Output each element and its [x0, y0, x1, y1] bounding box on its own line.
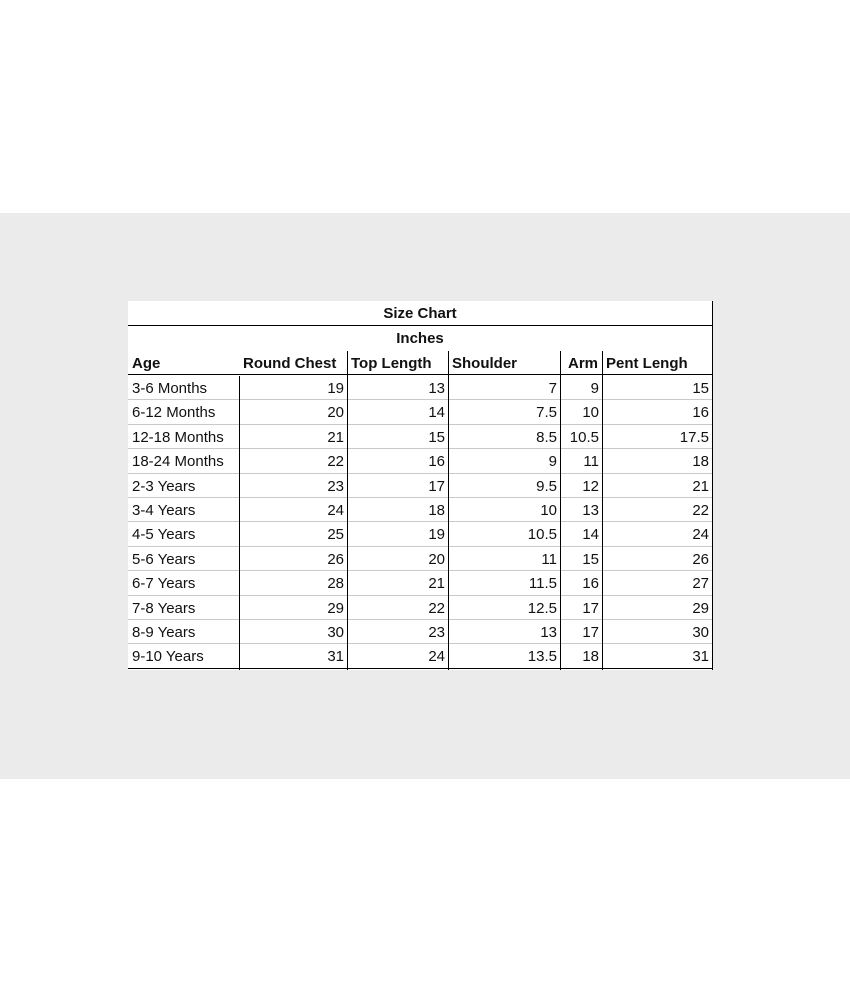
cell-pent-lengh: 18 — [692, 453, 709, 471]
col-header-top-length: Top Length — [351, 355, 432, 372]
cell-pent-lengh: 22 — [692, 502, 709, 519]
cell-arm: 10.5 — [569, 428, 599, 446]
cell-top-length: 19 — [428, 526, 445, 544]
cell-top-length: 22 — [428, 599, 445, 617]
table-unit: Inches — [396, 330, 444, 347]
col-divider — [602, 376, 603, 670]
cell-shoulder: 7 — [548, 380, 557, 397]
col-divider — [347, 351, 348, 376]
table-title: Size Chart — [383, 305, 457, 322]
table-row — [128, 425, 712, 449]
cell-age: 6-7 Years — [132, 575, 196, 593]
cell-age: 6-12 Months — [132, 404, 216, 422]
cell-pent-lengh: 31 — [692, 648, 709, 666]
cell-top-length: 20 — [428, 550, 445, 568]
cell-top-length: 18 — [428, 502, 445, 519]
col-header-arm: Arm — [567, 355, 598, 372]
cell-round-chest: 23 — [327, 477, 344, 495]
cell-shoulder: 7.5 — [536, 404, 557, 422]
col-divider — [560, 351, 561, 376]
cell-age: 3-6 Months — [132, 380, 208, 397]
table-row — [128, 522, 712, 546]
cell-top-length: 17 — [428, 477, 445, 495]
cell-arm: 17 — [582, 599, 599, 617]
table-row — [128, 596, 712, 620]
col-header-shoulder: Shoulder — [452, 355, 518, 372]
cell-round-chest: 19 — [327, 380, 344, 397]
cell-pent-lengh: 16 — [692, 404, 709, 422]
cell-pent-lengh: 15 — [692, 380, 709, 397]
cell-arm: 16 — [582, 575, 599, 593]
cell-shoulder: 12.5 — [527, 599, 557, 617]
cell-pent-lengh: 30 — [692, 624, 709, 641]
cell-shoulder: 10 — [540, 502, 557, 519]
cell-round-chest: 30 — [327, 624, 344, 641]
cell-arm: 14 — [582, 526, 599, 544]
table-row — [128, 376, 712, 400]
cell-shoulder: 9 — [548, 453, 557, 471]
table-row — [128, 571, 712, 595]
table-row — [128, 547, 712, 571]
cell-top-length: 13 — [428, 380, 445, 397]
cell-arm: 9 — [590, 380, 599, 397]
cell-round-chest: 21 — [327, 428, 344, 446]
cell-shoulder: 13 — [540, 624, 557, 641]
cell-arm: 12 — [582, 477, 599, 495]
cell-arm: 18 — [582, 648, 599, 666]
cell-top-length: 24 — [428, 648, 445, 666]
cell-age: 8-9 Years — [132, 624, 196, 641]
table-row — [128, 449, 712, 473]
col-divider — [448, 351, 449, 376]
cell-round-chest: 29 — [327, 599, 344, 617]
table-row — [128, 474, 712, 498]
col-divider — [560, 376, 561, 670]
cell-shoulder: 11 — [541, 550, 557, 568]
cell-age: 18-24 Months — [132, 453, 224, 471]
cell-shoulder: 11.5 — [528, 575, 557, 593]
cell-age: 7-8 Years — [132, 599, 196, 617]
cell-age: 5-6 Years — [132, 550, 196, 568]
cell-arm: 17 — [582, 624, 599, 641]
cell-top-length: 16 — [428, 453, 445, 471]
table-row — [128, 644, 712, 668]
cell-arm: 13 — [582, 502, 599, 519]
table-row — [128, 498, 712, 522]
table-row — [128, 400, 712, 424]
cell-top-length: 21 — [428, 575, 445, 593]
cell-pent-lengh: 26 — [692, 550, 709, 568]
col-divider — [239, 376, 240, 670]
size-chart-table — [128, 301, 713, 670]
cell-round-chest: 20 — [327, 404, 344, 422]
header-row — [128, 351, 712, 375]
col-header-age: Age — [132, 355, 161, 372]
cell-round-chest: 31 — [327, 648, 344, 666]
cell-age: 2-3 Years — [132, 477, 196, 495]
cell-age: 4-5 Years — [132, 526, 196, 544]
cell-top-length: 15 — [428, 428, 445, 446]
cell-arm: 11 — [583, 453, 599, 471]
cell-shoulder: 13.5 — [527, 648, 557, 666]
cell-pent-lengh: 24 — [692, 526, 709, 544]
col-divider — [448, 376, 449, 670]
col-divider — [602, 351, 603, 376]
col-header-round-chest: Round Chest — [243, 355, 337, 372]
cell-age: 3-4 Years — [132, 502, 196, 519]
cell-age: 9-10 Years — [132, 648, 204, 666]
cell-arm: 10 — [582, 404, 599, 422]
cell-pent-lengh: 27 — [692, 575, 709, 593]
cell-pent-lengh: 17.5 — [679, 428, 709, 446]
cell-age: 12-18 Months — [132, 428, 224, 446]
col-divider — [347, 376, 348, 670]
table-row — [128, 620, 712, 644]
cell-round-chest: 26 — [327, 550, 344, 568]
cell-arm: 15 — [582, 550, 599, 568]
col-header-pent-lengh: Pent Lengh — [606, 355, 688, 372]
cell-top-length: 23 — [428, 624, 445, 641]
cell-shoulder: 10.5 — [527, 526, 557, 544]
cell-shoulder: 9.5 — [536, 477, 557, 495]
cell-pent-lengh: 29 — [692, 599, 709, 617]
cell-shoulder: 8.5 — [536, 428, 557, 446]
cell-pent-lengh: 21 — [692, 477, 709, 495]
cell-top-length: 14 — [428, 404, 445, 422]
cell-round-chest: 28 — [327, 575, 344, 593]
cell-round-chest: 22 — [327, 453, 344, 471]
cell-round-chest: 25 — [327, 526, 344, 544]
cell-round-chest: 24 — [327, 502, 344, 519]
